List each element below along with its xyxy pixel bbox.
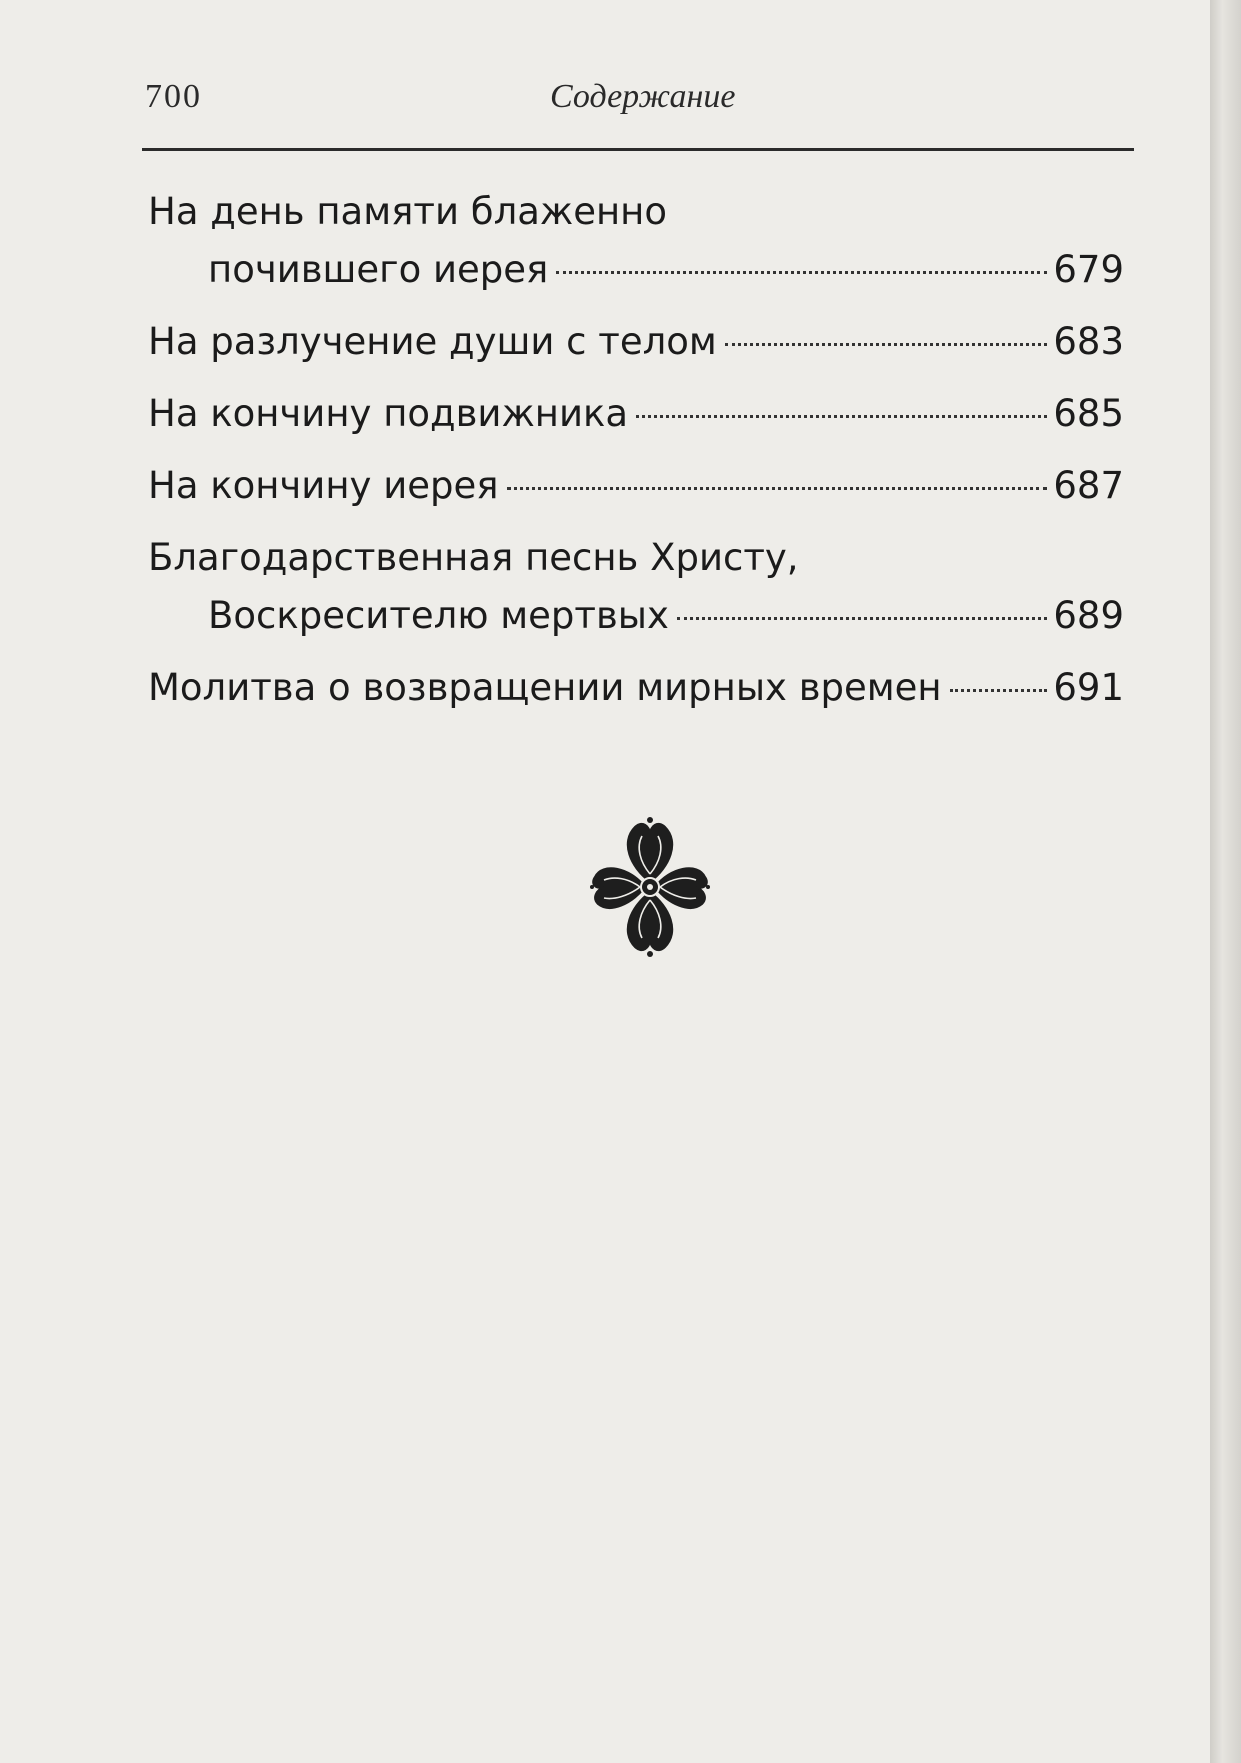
page-header [145,78,1130,128]
dot-leader [636,415,1047,418]
toc-entry-page: 691 [1053,666,1124,709]
toc-entry [148,320,1124,378]
page-edge [1210,0,1241,1763]
toc-entry [148,666,1124,724]
running-title: Содержание [550,78,736,115]
toc-entry [148,190,1124,306]
toc-entry-page: 683 [1053,320,1124,363]
toc-entry [148,392,1124,450]
dot-leader [950,689,1048,692]
dot-leader [677,617,1048,620]
table-of-contents [148,190,1124,738]
toc-entry [148,536,1124,652]
toc-entry [148,464,1124,522]
toc-entry-page: 685 [1053,392,1124,435]
toc-entry-title-line2: Воскресителю мертвых [208,594,669,637]
four-petal-flower-ornament-icon [590,812,710,962]
toc-entry-title: На разлучение души с телом [148,320,717,363]
toc-entry-page: 687 [1053,464,1124,507]
toc-entry-title: На кончину подвижника [148,392,629,435]
toc-entry-title-line1: Благодарственная песнь Христу, [148,536,799,579]
toc-entry-title-line1: На день памяти блаженно [148,190,668,233]
page-number: 700 [145,78,202,115]
toc-entry-title: Молитва о возвращении мирных времен [148,666,942,709]
dot-leader [507,487,1048,490]
dot-leader [556,271,1047,274]
toc-entry-page: 679 [1053,248,1124,291]
header-rule [142,148,1134,151]
toc-entry-page: 689 [1053,594,1124,637]
toc-entry-title: На кончину иерея [148,464,499,507]
dot-leader [725,343,1048,346]
toc-entry-title-line2: почившего иерея [208,248,549,291]
